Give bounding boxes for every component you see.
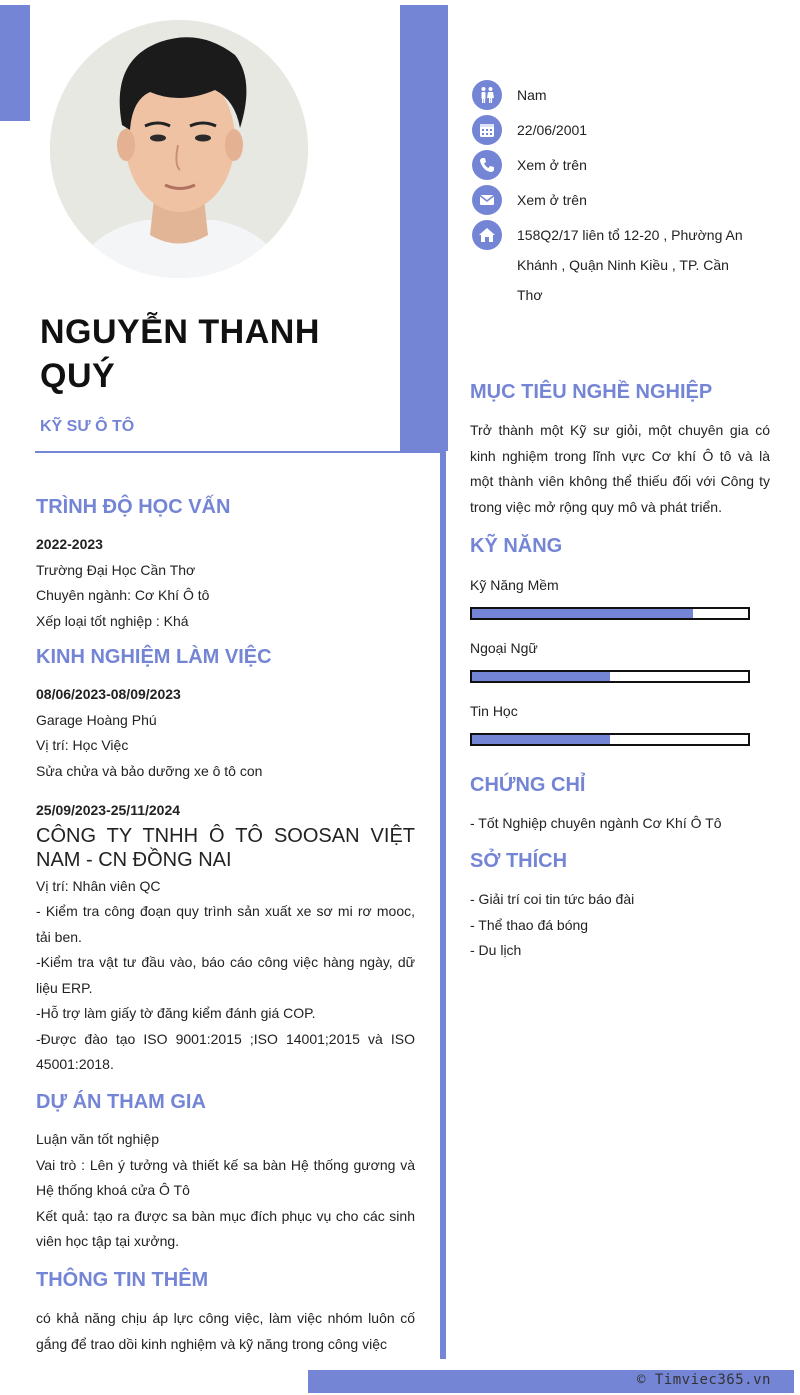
contact-birthdate bbox=[472, 115, 757, 145]
contact-phone bbox=[472, 150, 757, 180]
objective-title: MỤC TIÊU NGHỀ NGHIỆP bbox=[470, 381, 713, 403]
experience-job-1 bbox=[36, 682, 415, 784]
skills-title: KỸ NĂNG bbox=[470, 535, 563, 557]
contact-text: 22/06/2001 bbox=[517, 122, 588, 138]
job-company: Garage Hoàng Phú bbox=[36, 711, 157, 728]
project-role: Vai trò : Lên ý tưởng và thiết kế sa bàn Hệ thống gương và Hệ thống khoá cửa Ô Tô bbox=[36, 1156, 415, 1198]
decorative-bar-center bbox=[400, 5, 448, 451]
projects-section bbox=[36, 1127, 415, 1255]
additional-info-text: có khả năng chịu áp lực công việc, làm việc nhóm luôn cố gắng để trao dồi kinh nghiệm và kỹ năng trong công việc bbox=[36, 1310, 415, 1352]
header-divider bbox=[35, 451, 445, 453]
hobbies-list bbox=[470, 887, 770, 964]
skill-bar-fill bbox=[472, 735, 610, 744]
calendar-icon bbox=[472, 115, 502, 145]
candidate-name: NGUYỄN THANH QUÝ bbox=[40, 313, 320, 395]
education-school: Trường Đại Học Cần Thơ bbox=[36, 561, 196, 578]
skill-label: Tin Học bbox=[470, 703, 518, 719]
contact-text: 158Q2/17 liên tổ 12-20 , Phường An Khánh , Quận Ninh Kiều , TP. Cần Thơ bbox=[517, 227, 743, 303]
job-company: CÔNG TY TNHH Ô TÔ SOOSAN VIỆT NAM - CN ĐỒNG NAI bbox=[36, 824, 415, 871]
job-detail: Sửa chửa và bảo dưỡng xe ô tô con bbox=[36, 762, 263, 779]
hobbies-title: SỞ THÍCH bbox=[470, 850, 568, 872]
education-major: Chuyên ngành: Cơ Khí Ô tô bbox=[36, 587, 210, 603]
job-detail: - Kiểm tra công đoạn quy trình sản xuất xe sơ mi rơ mooc, tải ben. bbox=[36, 903, 415, 945]
projects-title: DỰ ÁN THAM GIA bbox=[36, 1091, 206, 1113]
contact-address bbox=[472, 220, 757, 310]
skill-bar bbox=[470, 670, 750, 683]
avatar-photo bbox=[50, 20, 308, 278]
hobby-item: - Du lịch bbox=[470, 942, 522, 958]
education-grade: Xếp loại tốt nghiệp : Khá bbox=[36, 612, 189, 629]
job-period: 25/09/2023-25/11/2024 bbox=[36, 802, 181, 818]
project-result: Kết quả: tạo ra được sa bàn mục đích phục vụ cho các sinh viên học tập tại xưởng. bbox=[36, 1207, 415, 1249]
contact-text: Nam bbox=[517, 87, 547, 103]
home-icon bbox=[472, 220, 502, 250]
education-section bbox=[36, 532, 415, 634]
skill-bar bbox=[470, 607, 750, 620]
job-detail: -Kiểm tra vật tư đầu vào, báo cáo công việc hàng ngày, dữ liệu ERP. bbox=[36, 954, 415, 996]
project-name: Luận văn tốt nghiệp bbox=[36, 1131, 159, 1147]
certificates-title: CHỨNG CHỈ bbox=[470, 774, 586, 796]
decorative-bar-top-left bbox=[0, 5, 30, 121]
skill-bar bbox=[470, 733, 750, 746]
certificate-item: - Tốt Nghiệp chuyên ngành Cơ Khí Ô Tô bbox=[470, 815, 722, 831]
hobby-item: - Giải trí coi tin tức báo đài bbox=[470, 891, 635, 907]
skill-bar-fill bbox=[472, 609, 693, 618]
job-position: Vị trí: Học Việc bbox=[36, 737, 129, 753]
job-position: Vị trí: Nhân viên QC bbox=[36, 877, 161, 894]
contact-email bbox=[472, 185, 757, 215]
contact-text: Xem ở trên bbox=[517, 157, 587, 173]
hobby-item: - Thể thao đá bóng bbox=[470, 916, 589, 933]
job-period: 08/06/2023-08/09/2023 bbox=[36, 686, 181, 702]
education-title: TRÌNH ĐỘ HỌC VẤN bbox=[36, 496, 231, 518]
contact-text: Xem ở trên bbox=[517, 192, 587, 208]
email-icon bbox=[472, 185, 502, 215]
experience-job-2 bbox=[36, 798, 415, 1078]
skill-bar-fill bbox=[472, 672, 610, 681]
education-period: 2022-2023 bbox=[36, 536, 103, 552]
column-divider bbox=[440, 451, 446, 1359]
skill-label: Kỹ Năng Mềm bbox=[470, 577, 559, 593]
contact-gender bbox=[472, 80, 757, 110]
job-detail: -Hỗ trợ làm giấy tờ đăng kiểm đánh giá COP. bbox=[36, 1005, 316, 1021]
gender-icon bbox=[472, 80, 502, 110]
skill-label: Ngoại Ngữ bbox=[470, 640, 538, 656]
phone-icon bbox=[472, 150, 502, 180]
job-detail: -Được đào tạo ISO 9001:2015 ;ISO 14001;2015 và ISO 45001:2018. bbox=[36, 1030, 415, 1072]
additional-info-title: THÔNG TIN THÊM bbox=[36, 1269, 209, 1291]
footer-watermark: © Timviec365.vn bbox=[637, 1372, 771, 1388]
job-title: KỸ SƯ Ô TÔ bbox=[40, 418, 135, 435]
experience-title: KINH NGHIỆM LÀM VIỆC bbox=[36, 646, 272, 668]
objective-text: Trở thành một Kỹ sư giỏi, một chuyên gia có kinh nghiệm trong lĩnh vực Cơ khí Ô tô và là một thành viên không thể thiếu đối với Công ty trong việc mở rộng quy mô và phát triển. bbox=[470, 422, 770, 515]
